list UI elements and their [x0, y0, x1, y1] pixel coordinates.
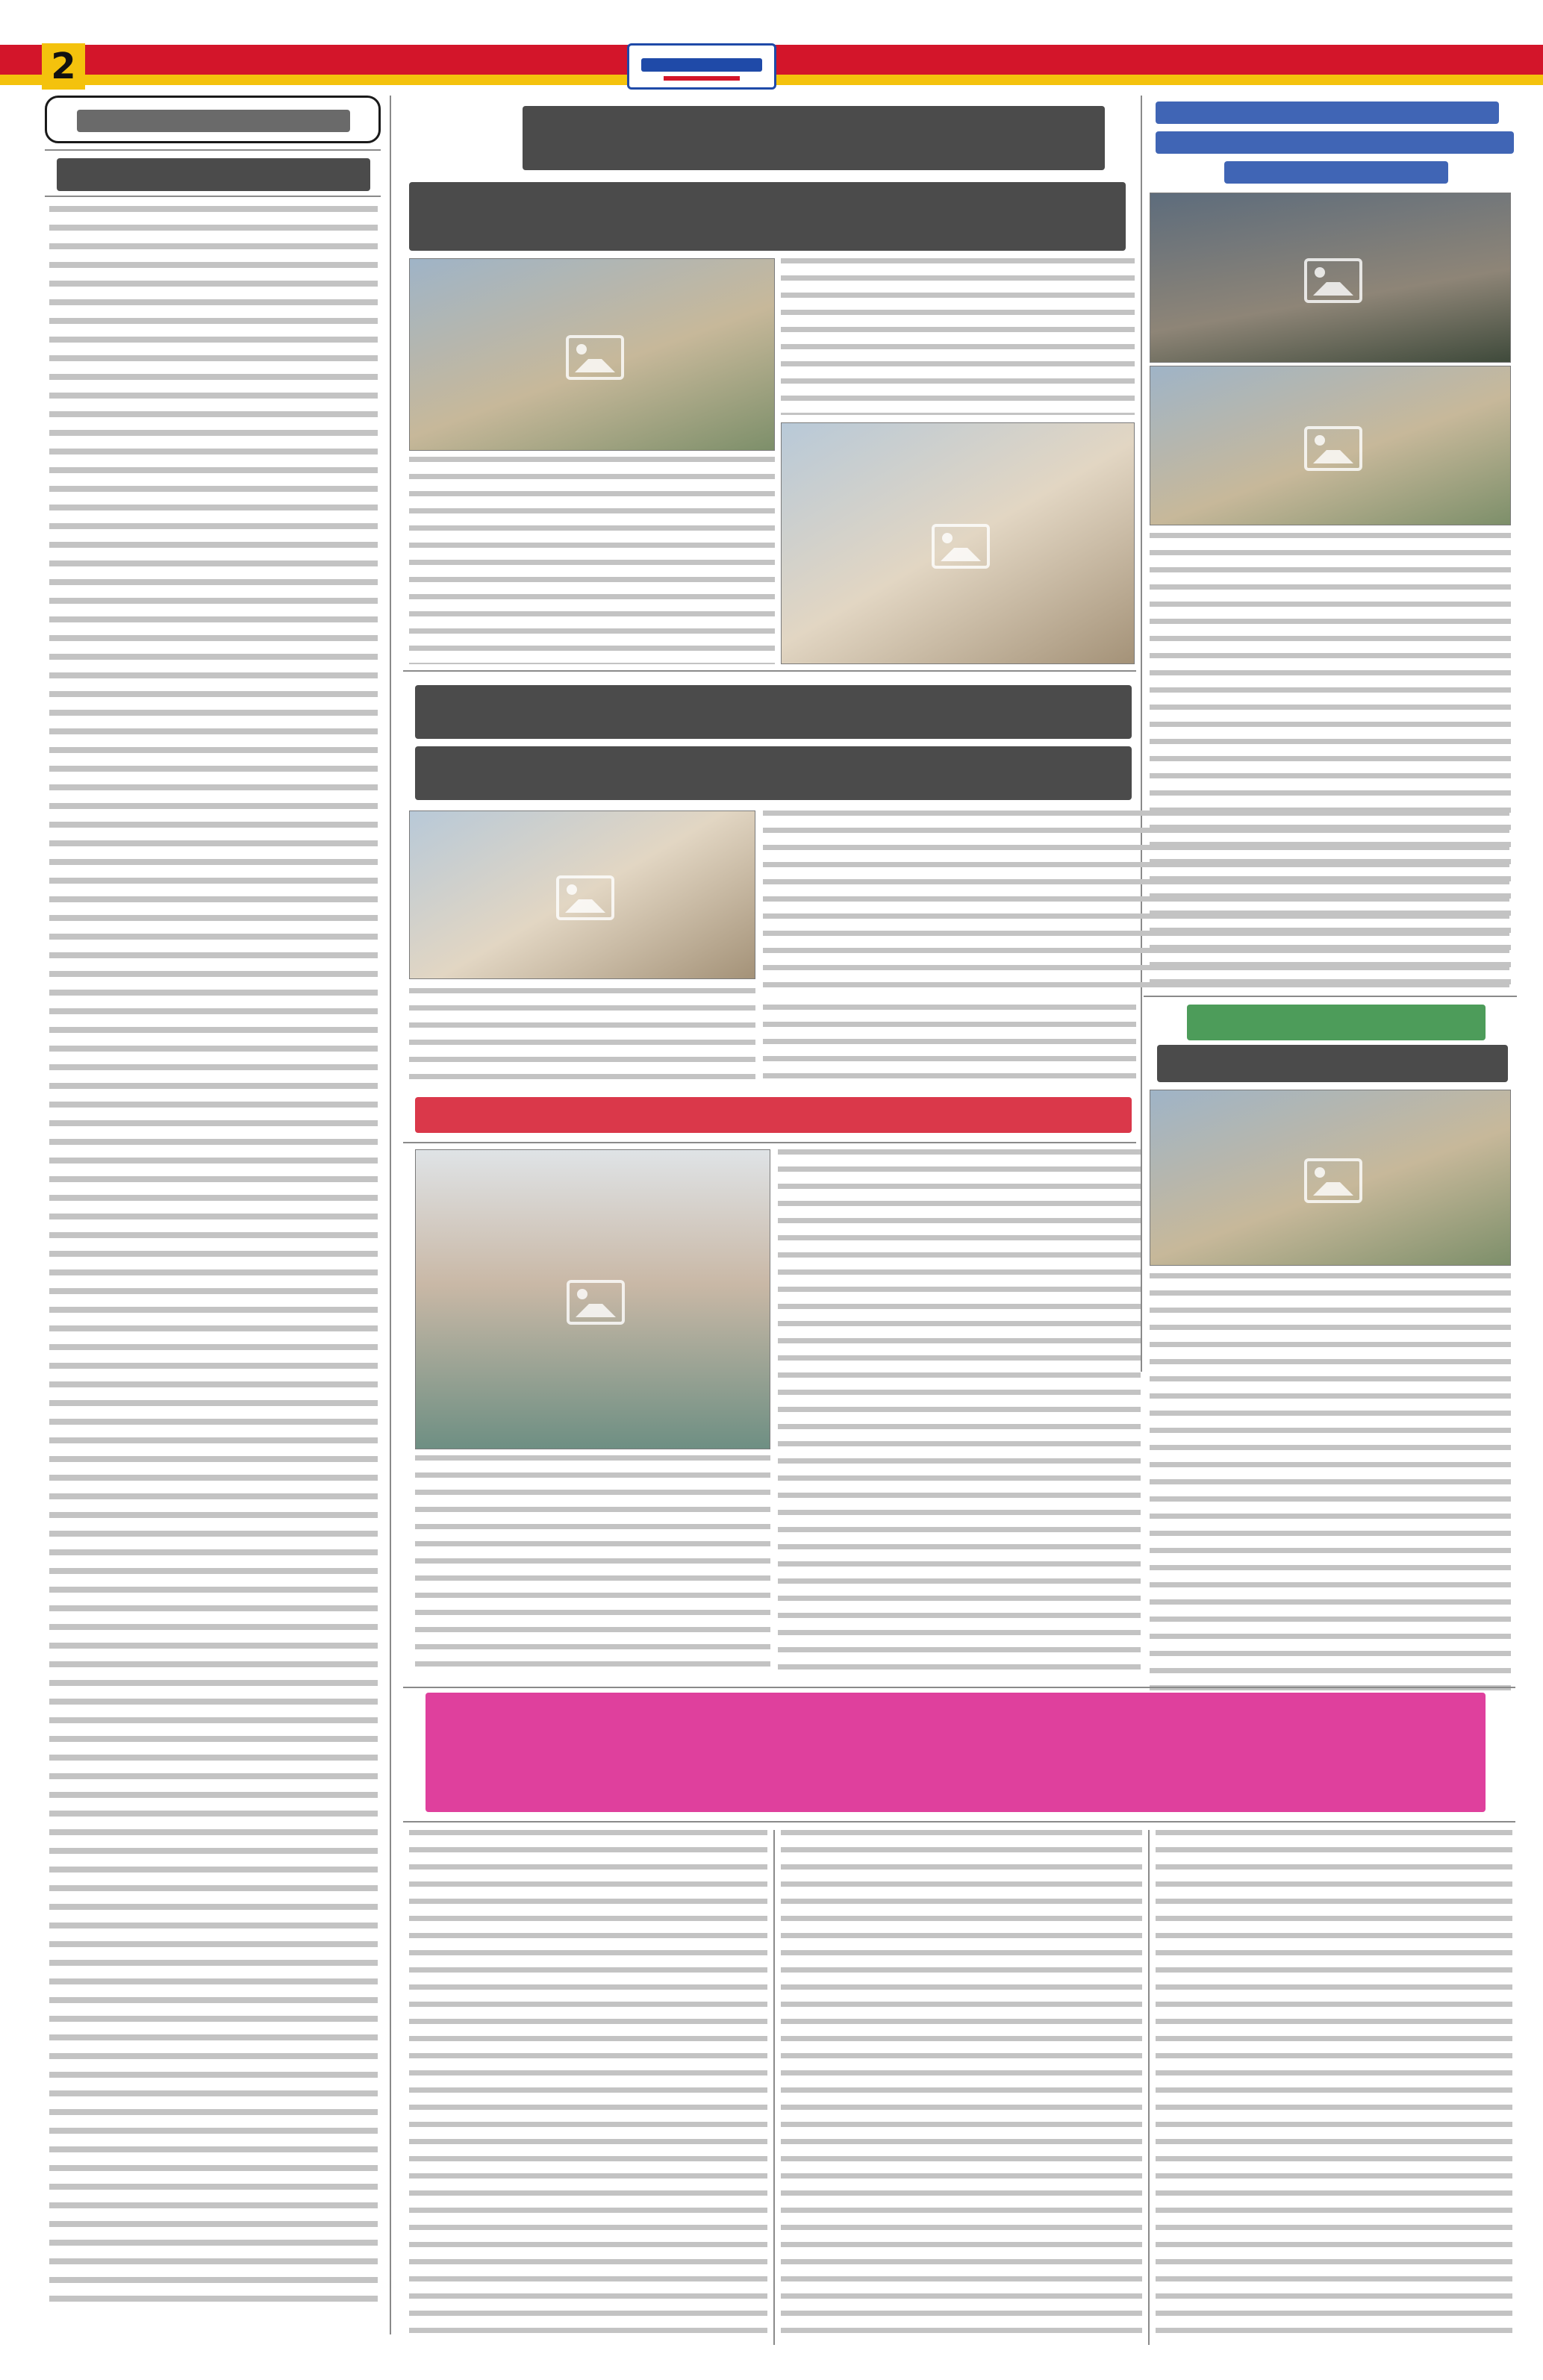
image-icon	[1304, 426, 1362, 471]
editorial-column-title-block	[77, 110, 350, 132]
alumni-headline-line-2	[1157, 1045, 1508, 1082]
column-rule-left	[390, 96, 391, 2334]
editorial-headline-underline	[45, 196, 381, 197]
image-icon	[566, 335, 624, 380]
lead-caption	[409, 457, 775, 664]
doctor-bottom-rule	[403, 1687, 1515, 1688]
lok-adalat-conference-photo	[409, 810, 755, 979]
pulivendula-headline-rule	[403, 1821, 1515, 1823]
editorial-headline-block	[57, 158, 370, 191]
doctor-headline-rule	[403, 1142, 1136, 1143]
alumni-headline-line-1	[1187, 1005, 1486, 1040]
lead-street-photo	[781, 422, 1135, 664]
page-number: 2	[42, 43, 85, 90]
pulivendula-rule-1	[773, 1830, 775, 2345]
lead-headline-line-1	[523, 106, 1105, 170]
masthead-logo-mark	[641, 58, 762, 72]
right-story-headline-line-3	[1224, 161, 1448, 184]
editorial-divider	[45, 149, 381, 151]
issue-date	[1150, 52, 1500, 79]
doctor-headline-block	[415, 1097, 1132, 1133]
lead-body	[781, 258, 1135, 415]
doctor-body-left	[415, 1455, 770, 1676]
editorial-title-box	[45, 96, 381, 143]
image-icon	[556, 875, 614, 920]
pulivendula-column-3	[1156, 1830, 1512, 2345]
masthead-logo-underline	[664, 76, 740, 81]
pulivendula-rule-2	[1148, 1830, 1150, 2345]
lok-adalat-headline-line-2	[415, 746, 1132, 800]
doctor-speaker-portrait	[415, 1149, 770, 1449]
doctor-body-right	[778, 1149, 1141, 1676]
editorial-body	[49, 206, 378, 2311]
pulivendula-column-2	[781, 1830, 1142, 2345]
lok-adalat-headline-line-1	[415, 685, 1132, 739]
lead-headline-line-2	[409, 182, 1126, 251]
right-story-headline-line-2	[1156, 131, 1514, 154]
pulivendula-headline-block	[426, 1693, 1486, 1812]
masthead-logo	[627, 43, 776, 90]
lead-bottom-rule	[403, 670, 1136, 672]
column-rule-right	[1141, 96, 1142, 1372]
alumni-body	[1150, 1273, 1511, 1702]
image-icon	[1304, 258, 1362, 303]
right-story-headline-line-1	[1156, 101, 1499, 124]
image-icon	[1304, 1158, 1362, 1203]
lead-rally-photo	[409, 258, 775, 451]
lok-adalat-caption	[409, 988, 755, 1087]
lok-adalat-body-right	[763, 810, 1509, 999]
right-hall-photo	[1150, 366, 1511, 525]
alumni-stage-photo	[1150, 1090, 1511, 1266]
right-meeting-photo	[1150, 193, 1511, 363]
pulivendula-column-1	[409, 1830, 767, 2345]
lok-adalat-body-tail	[763, 1005, 1136, 1087]
image-icon	[932, 524, 990, 569]
image-icon	[567, 1280, 625, 1325]
